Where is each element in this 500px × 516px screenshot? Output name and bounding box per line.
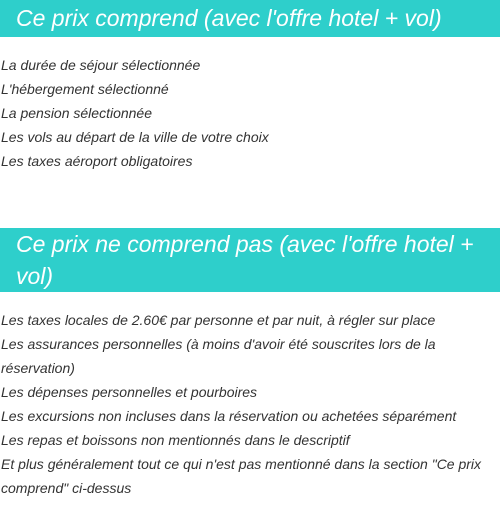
list-item: Les dépenses personnelles et pourboires xyxy=(1,384,258,400)
list-item: Les vols au départ de la ville de votre choix xyxy=(1,129,269,145)
list-item: La pension sélectionnée xyxy=(1,105,153,121)
excluded-section-title: Ce prix ne comprend pas (avec l'offre hotel + vol) xyxy=(0,228,500,292)
list-item: L'hébergement sélectionné xyxy=(1,81,169,97)
list-item: La durée de séjour sélectionnée xyxy=(1,57,201,73)
included-items-list xyxy=(0,53,500,173)
list-item: Les repas et boissons non mentionnés dans le descriptif xyxy=(1,432,350,448)
list-item: Et plus généralement tout ce qui n'est pas mentionné dans la section "Ce prix comprend" ci-dessus xyxy=(1,456,482,496)
list-item: Les taxes locales de 2.60€ par personne et par nuit, à régler sur place xyxy=(1,312,436,328)
included-section-title: Ce prix comprend (avec l'offre hotel + vol) xyxy=(0,0,500,37)
list-item: Les assurances personnelles (à moins d'avoir été souscrites lors de la réservation) xyxy=(1,336,436,376)
list-item: Les taxes aéroport obligatoires xyxy=(1,153,193,169)
list-item: Les excursions non incluses dans la réservation ou achetées séparément xyxy=(1,408,457,424)
excluded-items-list xyxy=(0,308,500,500)
